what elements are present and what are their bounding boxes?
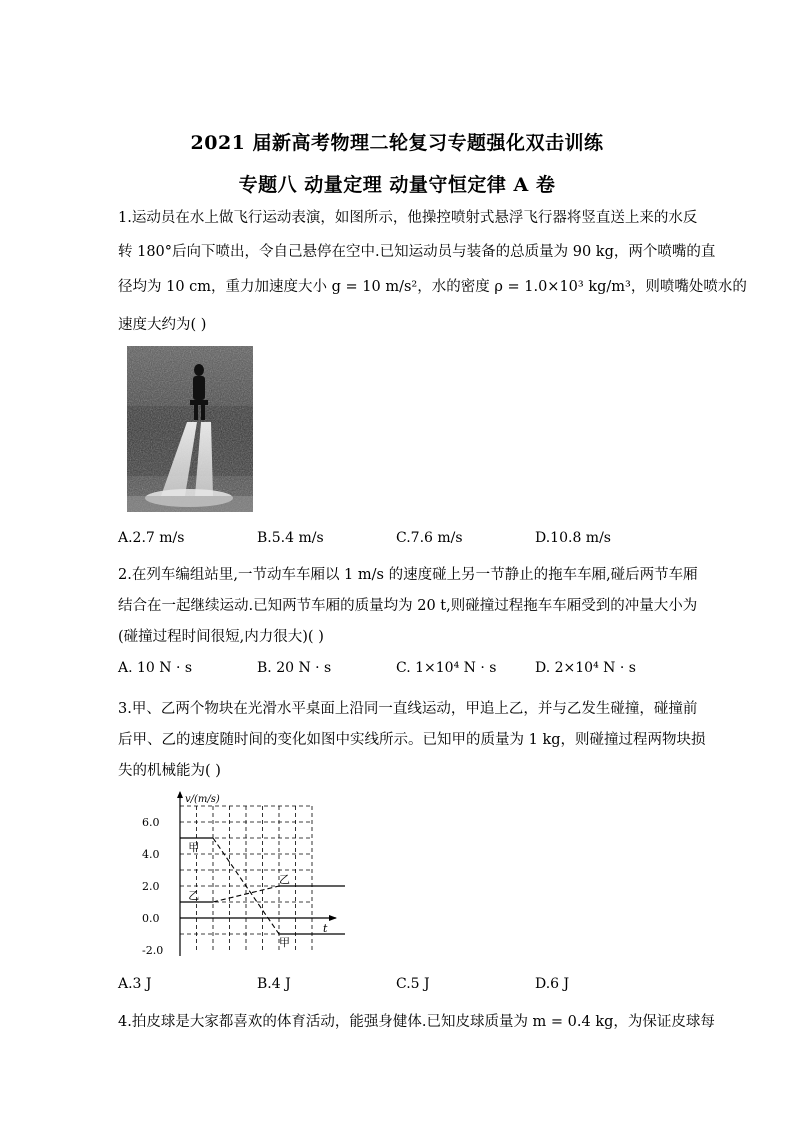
y-tick-label: -2.0 <box>142 944 164 957</box>
q2-line-2: 结合在一起继续运动.已知两节车厢的质量均为 20 t,则碰撞过程拖车车厢受到的冲量大小为 <box>118 598 698 614</box>
q3-line-2: 后甲、乙的速度随时间的变化如图中实线所示。已知甲的质量为 1 kg，则碰撞过程两物块损 <box>118 732 706 748</box>
series-label-jia: 甲 <box>188 841 200 854</box>
q1-option-b: B.5.4 m/s <box>257 530 324 546</box>
q3-line-1: 3.甲、乙两个物块在光滑水平桌面上沿同一直线运动，甲追上乙，并与乙发生碰撞，碰撞前 <box>118 701 698 717</box>
q1-line-2: 转 180°后向下喷出，令自己悬停在空中.已知运动员与装备的总质量为 90 kg，两个喷嘴的直 <box>118 244 716 260</box>
page-subtitle: 专题八 动量定理 动量守恒定律 A 卷 <box>238 174 556 196</box>
y-tick-label: 6.0 <box>142 816 160 829</box>
q3-line-3: 失的机械能为( ) <box>118 763 221 779</box>
series-label-yi-after: 乙 <box>279 873 290 886</box>
velocity-time-chart <box>140 790 350 966</box>
q1-line-1: 1.运动员在水上做飞行运动表演，如图所示，他操控喷射式悬浮飞行器将竖直送上来的水反 <box>118 210 698 226</box>
series-label-yi: 乙 <box>188 889 200 902</box>
q2-line-3: (碰撞过程时间很短,内力很大)( ) <box>118 629 324 645</box>
q2-option-d: D. 2×10⁴ N · s <box>535 660 636 676</box>
page-title: 2021 届新高考物理二轮复习专题强化双击训练 <box>190 132 604 154</box>
flyboard-photo <box>127 346 253 512</box>
series-label-jia-after: 甲 <box>279 936 290 949</box>
y-axis-label: v/(m/s) <box>185 794 220 805</box>
q1-option-a: A.2.7 m/s <box>118 530 185 546</box>
y-tick-label: 4.0 <box>142 848 160 861</box>
q3-option-d: D.6 J <box>535 976 570 992</box>
x-axis-label: t <box>323 922 328 935</box>
q4-line-1: 4.拍皮球是大家都喜欢的体育活动，能强身健体.已知皮球质量为 m = 0.4 kg，为保证皮球每 <box>118 1014 715 1030</box>
y-axis-arrow <box>177 791 183 798</box>
q3-option-b: B.4 J <box>257 976 291 992</box>
q1-line-3: 径均为 10 cm，重力加速度大小 g = 10 m/s²，水的密度 ρ = 1.0×10³ kg/m³，则喷嘴处喷水的 <box>118 279 747 295</box>
y-tick-label: 2.0 <box>142 880 160 893</box>
q1-option-c: C.7.6 m/s <box>396 530 463 546</box>
x-axis-arrow <box>329 915 337 921</box>
q1-line-4: 速度大约为( ) <box>118 317 207 333</box>
q2-option-c: C. 1×10⁴ N · s <box>396 660 497 676</box>
q2-option-a: A. 10 N · s <box>118 660 193 676</box>
q3-option-c: C.5 J <box>396 976 430 992</box>
q3-option-a: A.3 J <box>118 976 152 992</box>
q2-option-b: B. 20 N · s <box>257 660 332 676</box>
y-tick-label: 0.0 <box>142 912 160 925</box>
q2-line-1: 2.在列车编组站里,一节动车车厢以 1 m/s 的速度碰上另一节静止的拖车车厢,碰后两节车厢 <box>118 567 698 583</box>
q1-option-d: D.10.8 m/s <box>535 530 611 546</box>
